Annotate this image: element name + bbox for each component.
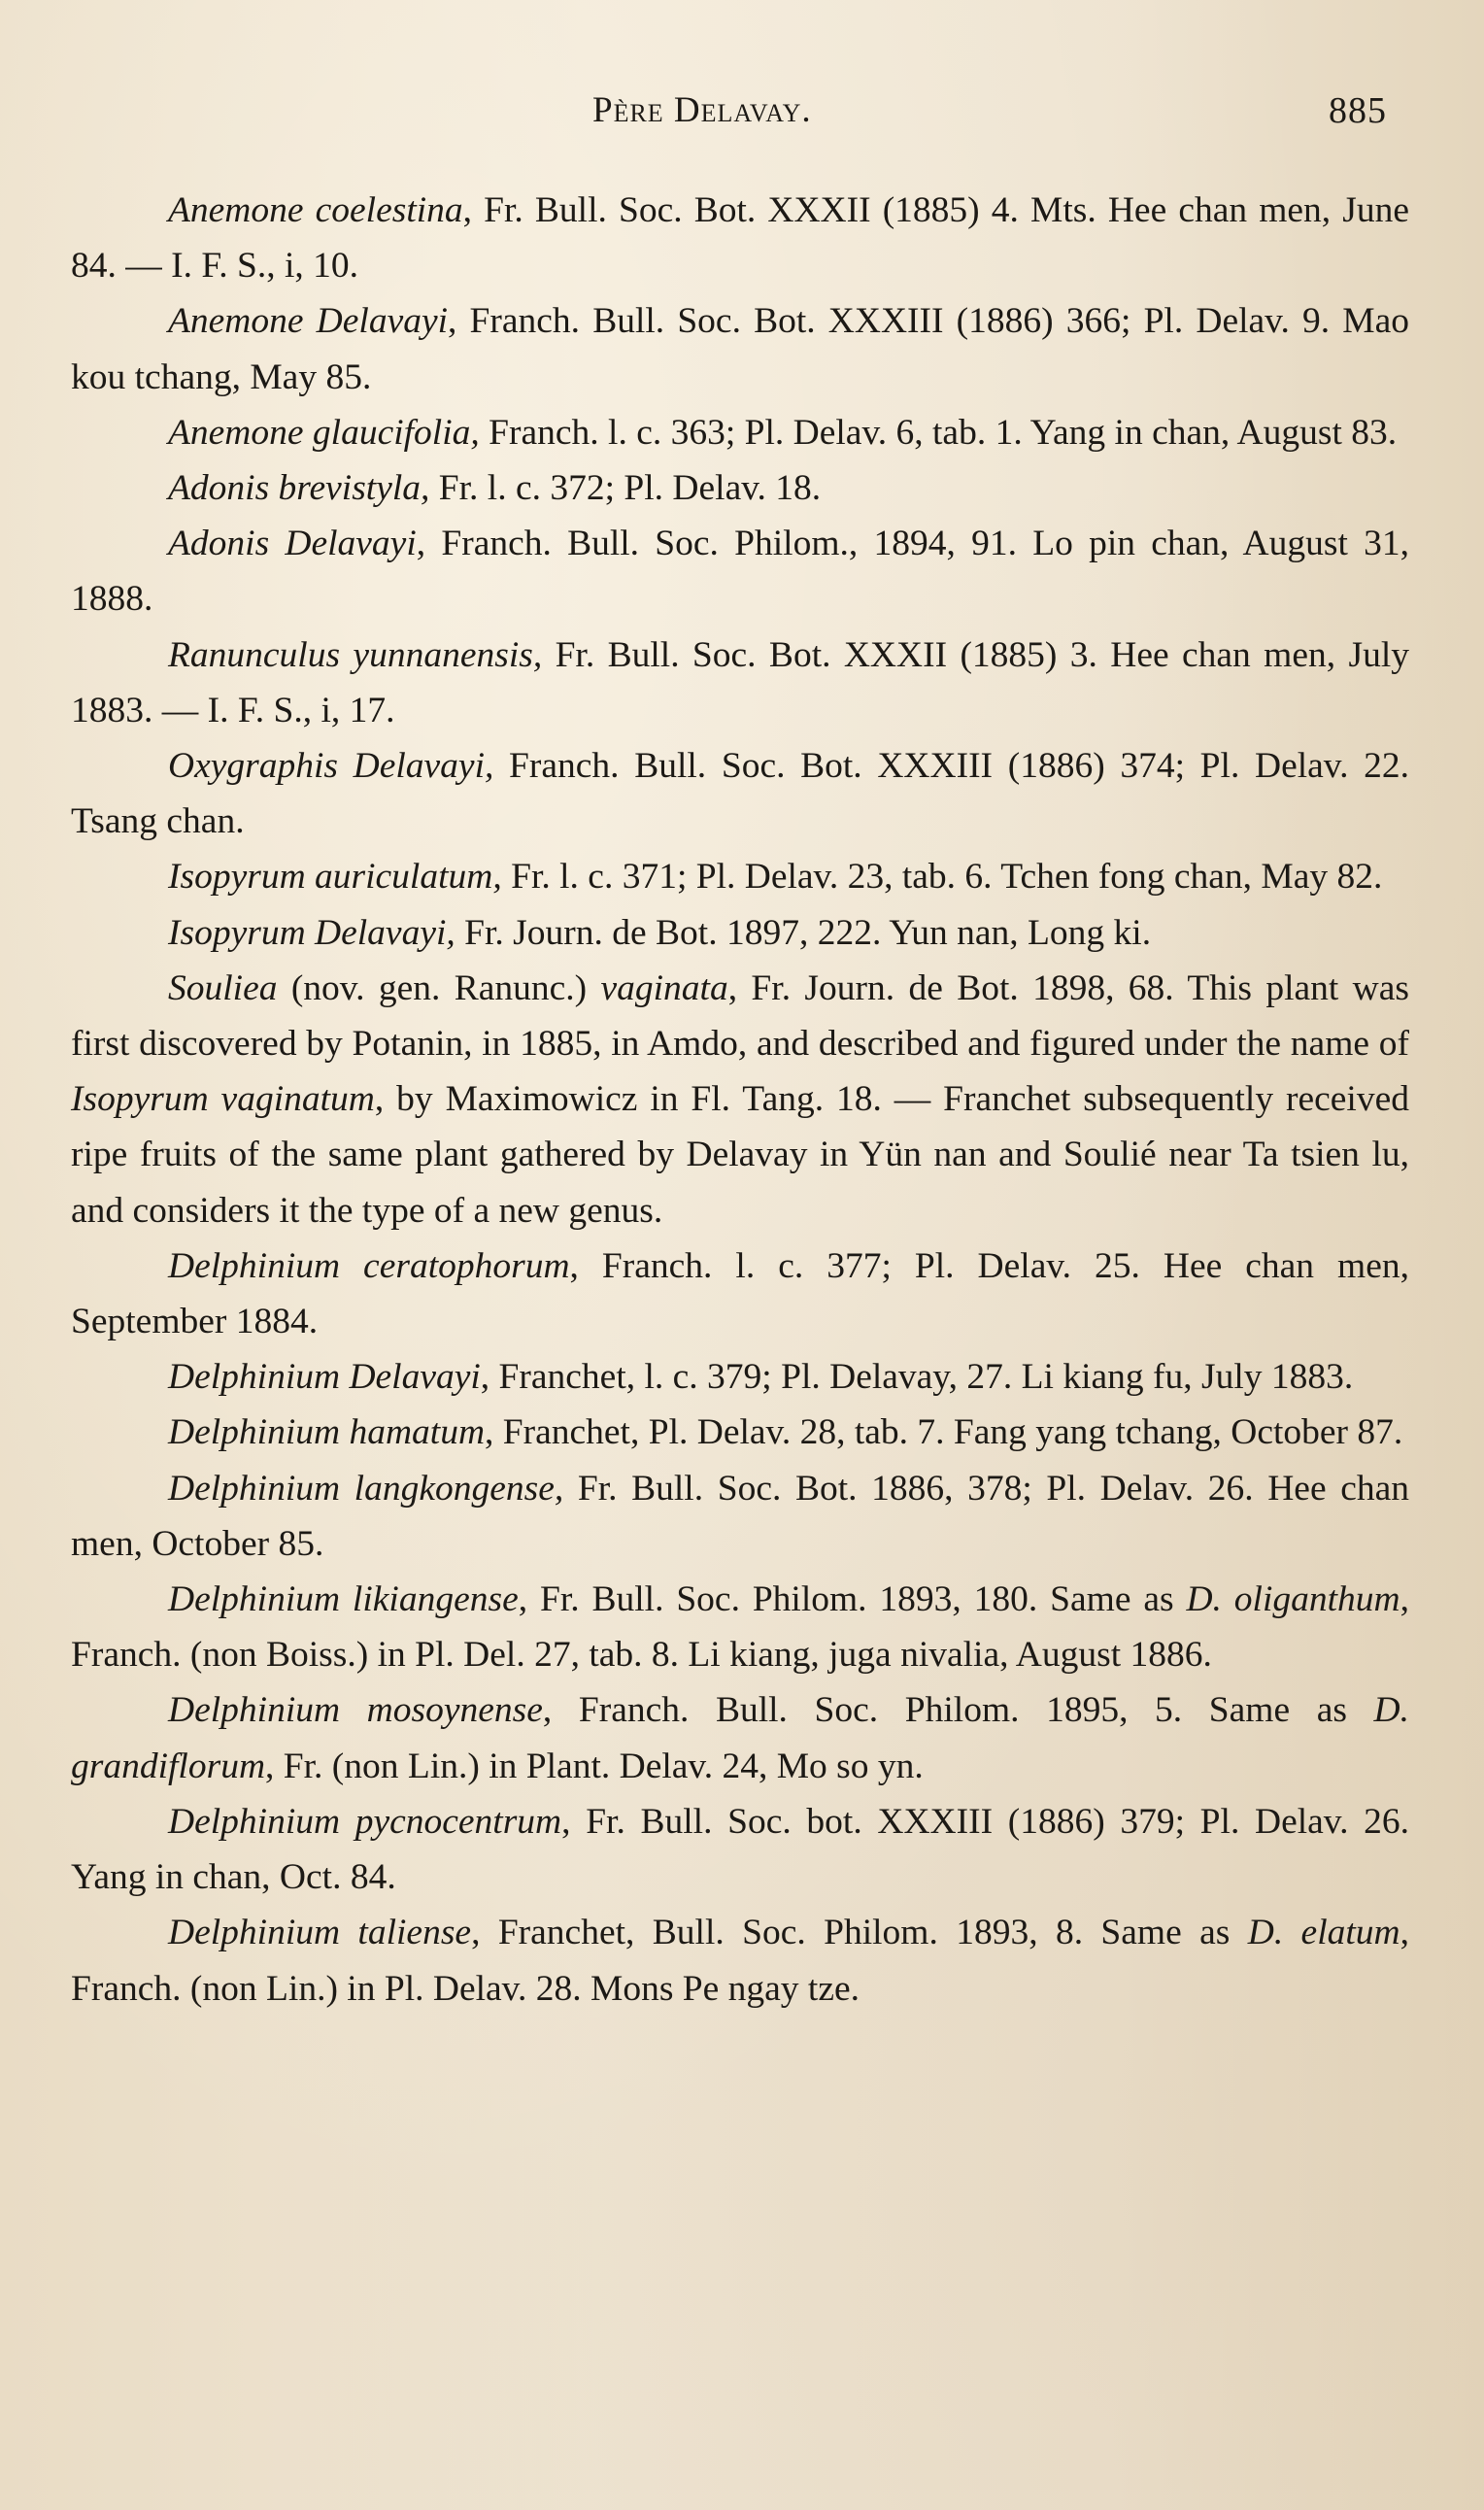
entry-oxygraphis-delavayi bbox=[71, 738, 1409, 849]
entry-isopyrum-delavayi bbox=[71, 905, 1409, 961]
taxon-name: Oxygraphis Delavayi, bbox=[168, 746, 494, 787]
taxon-epithet: vaginata bbox=[600, 967, 728, 1008]
taxon-name: Delphinium ceratophorum bbox=[168, 1245, 570, 1286]
taxon-name: Anemone coelestina bbox=[168, 190, 463, 230]
entry-anemone-glaucifolia bbox=[71, 405, 1409, 460]
taxon-name: Delphinium mosoynense bbox=[168, 1690, 543, 1731]
entry-text: , Franch. Bull. Soc. Philom., 1894, 91. Lo pin chan, August 31, 1888. bbox=[71, 524, 1409, 620]
entry-text: , Franchet, l. c. 379; Pl. Delavay, 27. Li kiang fu, July 1883. bbox=[480, 1357, 1354, 1398]
entry-text: Franch. Bull. Soc. Bot. XXXIII (1886) 374; Pl. Delav. 22. Tsang chan. bbox=[71, 746, 1409, 842]
entry-text: , Franch. (non Boiss.) in Pl. Del. 27, tab. 8. Li kiang, juga nivalia, August 1886. bbox=[71, 1579, 1409, 1676]
entry-delphinium-taliense bbox=[71, 1905, 1409, 2016]
entry-souliea-vaginata bbox=[71, 961, 1409, 1238]
taxon-name: Delphinium Delavayi bbox=[168, 1357, 481, 1398]
taxon-synonym: Isopyrum vaginatum bbox=[71, 1079, 375, 1120]
entry-adonis-delavayi bbox=[71, 516, 1409, 627]
page-header bbox=[0, 89, 1484, 138]
entry-delphinium-pycnocentrum bbox=[71, 1794, 1409, 1905]
entry-anemone-delavayi bbox=[71, 293, 1409, 404]
entry-text: Fr. Journ. de Bot. 1897, 222. Yun nan, Long ki. bbox=[455, 912, 1152, 953]
entry-text: , Fr. Bull. Soc. bot. XXXIII (1886) 379; Pl. Delav. 26. Yang in chan, Oct. 84. bbox=[71, 1801, 1410, 1898]
entry-delphinium-mosoynense bbox=[71, 1682, 1409, 1793]
taxon-name: Adonis Delavayi bbox=[168, 524, 417, 564]
entry-text: , Franchet, Bull. Soc. Philom. 1893, 8. Same as bbox=[471, 1913, 1248, 1953]
entry-text: , Franchet, Pl. Delav. 28, tab. 7. Fang yang tchang, October 87. bbox=[485, 1412, 1403, 1453]
taxon-name: Anemone glaucifolia, bbox=[168, 412, 480, 453]
taxon-name: Delphinium langkongense, bbox=[168, 1468, 564, 1509]
taxon-name: Anemone Delavayi bbox=[168, 301, 449, 342]
taxon-name: Isopyrum Delavayi, bbox=[168, 912, 455, 953]
entry-text: , Fr. Bull. Soc. Bot. XXXII (1885) 4. Mts. Hee chan men, June 84. — I. F. S., i, 10. bbox=[71, 190, 1409, 287]
entry-text: Fr. l. c. 372; Pl. Delav. 18. bbox=[429, 468, 822, 509]
entry-text: Franch. l. c. 363; Pl. Delav. 6, tab. 1. Yang in chan, August 83. bbox=[479, 412, 1398, 453]
body-text bbox=[71, 183, 1409, 2017]
entry-delphinium-langkongense bbox=[71, 1461, 1409, 1572]
entry-delphinium-ceratophorum bbox=[71, 1238, 1409, 1349]
entry-text: (nov. gen. Ranunc.) bbox=[277, 967, 601, 1008]
entry-isopyrum-auriculatum bbox=[71, 849, 1409, 904]
taxon-name: Ranunculus yunnanensis, bbox=[168, 634, 543, 675]
entry-text: , Fr. Journ. de Bot. 1898, 68. This plant was first discovered by Potanin, in 1885, in Amdo, and described and figured under the name of bbox=[71, 967, 1409, 1065]
running-head: Père Delavay. bbox=[592, 90, 812, 130]
entry-text: Fr. l. c. 371; Pl. Delav. 23, tab. 6. Tchen fong chan, May 82. bbox=[501, 857, 1383, 898]
taxon-name: Souliea bbox=[168, 967, 278, 1008]
taxon-synonym: D. elatum bbox=[1247, 1913, 1400, 1953]
taxon-name: Delphinium hamatum bbox=[168, 1412, 486, 1453]
entry-text: Fr. Bull. Soc. Bot. XXXII (1885) 3. Hee chan men, July 1883. — I. F. S., i, 17. bbox=[71, 634, 1409, 730]
entry-text: Fr. Bull. Soc. Bot. 1886, 378; Pl. Delav. 26. Hee chan men, October 85. bbox=[71, 1468, 1409, 1564]
entry-text: , Fr. (non Lin.) in Plant. Delav. 24, Mo so yn. bbox=[265, 1746, 924, 1786]
entry-delphinium-delavayi bbox=[71, 1349, 1409, 1405]
entry-text: , Franch. Bull. Soc. Philom. 1895, 5. Same as bbox=[542, 1690, 1374, 1731]
taxon-name: Adonis brevistyla, bbox=[168, 468, 430, 509]
entry-text: , Franch. (non Lin.) in Pl. Delav. 28. Mons Pe ngay tze. bbox=[71, 1913, 1409, 2009]
entry-anemone-coelestina bbox=[71, 183, 1409, 293]
entry-delphinium-hamatum bbox=[71, 1405, 1409, 1460]
entry-text: , Franch. l. c. 377; Pl. Delav. 25. Hee chan men, September 1884. bbox=[71, 1245, 1409, 1342]
entry-adonis-brevistyla bbox=[71, 460, 1409, 516]
taxon-synonym: D. oliganthum bbox=[1186, 1579, 1400, 1620]
taxon-name: Delphinium pycnocentrum bbox=[168, 1801, 562, 1842]
entry-text: , Fr. Bull. Soc. Philom. 1893, 180. Same as bbox=[518, 1579, 1187, 1620]
taxon-name: Isopyrum auriculatum, bbox=[168, 857, 502, 898]
taxon-synonym: D. grandiflorum bbox=[71, 1690, 1409, 1786]
entry-text: , Franch. Bull. Soc. Bot. XXXIII (1886) 366; Pl. Delav. 9. Mao kou tchang, May 85. bbox=[71, 301, 1409, 397]
entry-text: , by Maximowicz in Fl. Tang. 18. — Franchet subsequently received ripe fruits of the same plant gathered by Delavay in Yün nan and Soulié near Ta tsien lu, and considers it the type of a new genus. bbox=[71, 1079, 1409, 1231]
taxon-name: Delphinium likiangense bbox=[168, 1579, 519, 1620]
page-number: 885 bbox=[1329, 90, 1387, 131]
taxon-name: Delphinium taliense bbox=[168, 1913, 472, 1953]
entry-delphinium-likiangense bbox=[71, 1572, 1409, 1682]
entry-ranunculus-yunnanensis bbox=[71, 628, 1409, 738]
